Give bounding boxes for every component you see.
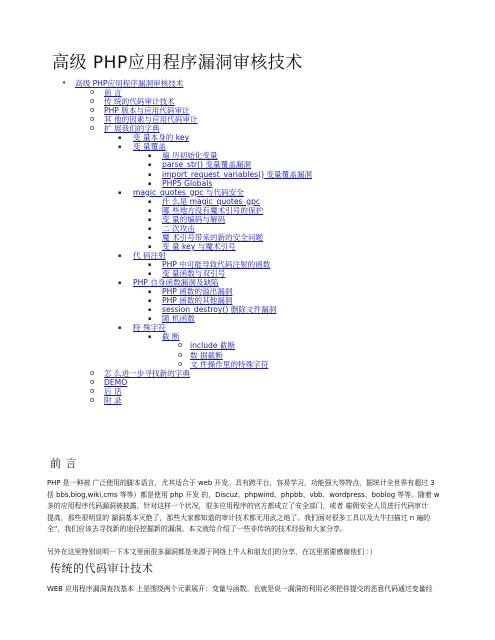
toc-link[interactable]: 传 统的代码审计技术 — [104, 97, 175, 107]
toc-bullet-icon: ▪ — [148, 153, 152, 160]
toc-bullet-icon: ▪ — [148, 307, 152, 314]
toc-bullet-icon: o — [90, 386, 95, 395]
toc-bullet-icon: o — [90, 88, 95, 97]
paragraph-line: WEB 应用程序漏洞查找基本 上是围绕两个元素展开：变量与函数。也就是说一漏洞的利用必须把你提交的恶意代码通过变量经 — [47, 585, 433, 593]
toc-bullet-icon: ▪ — [148, 207, 152, 214]
toc-link[interactable]: 遍 历初始化变量 — [162, 151, 218, 161]
toc-bullet-icon: o — [178, 350, 183, 359]
paragraph-line: 括 bbs,blog,wiki,cms 等等）都是使用 php 开发 的，Discuz、phpwind、phpbb、vbb、wordpress、boblog 等等。随着 w — [47, 490, 440, 499]
toc-bullet-icon: o — [90, 124, 95, 133]
traditional-audit-body — [47, 584, 495, 596]
toc-bullet-icon: ▪ — [148, 216, 152, 223]
toc-bullet-icon: o — [90, 115, 95, 124]
page-title: 高级 PHP应用程序漏洞审核技术 — [52, 53, 303, 73]
toc-link[interactable]: DEMO — [104, 377, 128, 387]
toc-bullet-icon: ▪ — [118, 135, 122, 142]
toc-bullet-icon: ▪ — [148, 234, 152, 241]
toc-link[interactable]: PHP 函数的其他漏洞 — [162, 296, 233, 306]
toc-bullet-icon: ▪ — [148, 162, 152, 169]
toc-link[interactable]: 特 殊字符 — [133, 323, 166, 333]
toc-bullet-icon: ▪ — [118, 325, 122, 332]
toc-bullet-icon: ▪ — [118, 280, 122, 287]
toc-link[interactable]: 变 量的编码与解码 — [162, 214, 226, 224]
toc-bullet-icon: ▪ — [148, 171, 152, 178]
toc-bullet-icon: o — [178, 359, 183, 368]
toc-bullet-icon: o — [90, 377, 95, 386]
toc-link[interactable]: 变 量函数与双引号 — [162, 269, 226, 279]
toc-bullet-icon: ▪ — [148, 198, 152, 205]
toc-link[interactable]: magic_quotes_gpc 与代码安全 — [133, 187, 244, 197]
toc-bullet-icon: ▪ — [148, 289, 152, 296]
toc-link[interactable]: PHP5 Globals — [162, 178, 213, 188]
section-heading-preface: 前 言 — [50, 457, 77, 470]
paragraph-line: 多的应用程序代码漏洞被披露，针对这样一个状况，很多应用程序的官方都成立了安全部门，或者 雇佣安全人员进行代码审计 — [47, 502, 429, 510]
toc-link[interactable]: 怎 么进一步寻找新的字典 — [104, 368, 190, 378]
toc-bullet-icon: ▪ — [148, 262, 152, 268]
toc-link[interactable]: PHP 版本与应用代码审计 — [104, 106, 190, 116]
toc-link[interactable]: 魔 术引号带来的新的安全问题 — [162, 232, 264, 242]
toc-link[interactable]: 变 量覆盖 — [133, 142, 166, 152]
toc-link[interactable]: 代 码注射 — [133, 250, 166, 260]
paragraph-line: 全”，我们应该去寻找新的途径挖掘新的漏洞。本文就给介绍了一些非传统的技术经验和大家分享。 — [47, 525, 347, 533]
toc-link[interactable]: parse_str() 变量覆盖漏洞 — [162, 160, 251, 170]
toc-bullet-icon: ▪ — [148, 180, 152, 187]
toc-link[interactable]: 其 他的因素与应用代码审计 — [104, 115, 198, 125]
toc-link[interactable]: 附 录 — [104, 395, 122, 405]
paragraph-line: 另外在这里特别说明一下本文里面很多漏洞都是来源于网络上牛人和朋友们的分享，在这里需要感谢他们 ：） — [47, 548, 377, 556]
paragraph-line: PHP 是一种被 广泛使用的脚本语言，尤其适合于 web 开发。具有跨平台，容易学习，功能强大等特点，据统计全世界有超过 3 — [47, 479, 435, 487]
toc-link[interactable]: 前 言 — [104, 88, 122, 98]
toc-link[interactable]: 变 量 key 与魔术引号 — [162, 241, 236, 251]
toc-bullet-icon: ▪ — [148, 298, 152, 305]
toc-link[interactable]: PHP 中可能导致代码注射的函数 — [162, 260, 271, 269]
toc-bullet-icon: • — [62, 79, 67, 87]
toc-link[interactable]: include 截断 — [190, 341, 236, 351]
toc-link[interactable]: import_request_variables() 变量覆盖漏洞 — [162, 169, 313, 179]
toc-bullet-icon: ▪ — [118, 144, 122, 151]
paragraph-line: 提高，那些很明显的 漏洞基本灭绝了，那些大家都知道的审计技术都无用武之地了。我们面对很多工具以及大牛扫描过 n 遍的 — [47, 513, 431, 522]
toc-link[interactable]: 文 件操作里的特殊字符 — [190, 359, 269, 369]
toc-link[interactable]: 变 量本身的 key — [133, 133, 190, 143]
toc-link[interactable]: 扩 展我们的字典 — [104, 124, 160, 134]
toc-link[interactable]: 后 话 — [104, 386, 122, 396]
toc-bullet-icon: o — [90, 395, 95, 404]
toc-link[interactable]: 数 据截断 — [190, 350, 223, 360]
section-heading-traditional-audit: 传统的代码审计技术 — [50, 562, 154, 575]
toc-link[interactable]: 二 次攻击 — [162, 223, 195, 233]
paragraph-line — [47, 536, 495, 548]
toc-bullet-icon: ▪ — [148, 271, 152, 278]
toc-bullet-icon: ▪ — [148, 316, 152, 323]
toc-bullet-icon: ▪ — [118, 252, 122, 259]
toc-link[interactable]: PHP 自身函数漏洞及缺陷 — [133, 278, 219, 288]
toc-bullet-icon: o — [90, 106, 95, 115]
toc-link[interactable]: 高级 PHP应用程序漏洞审核技术 — [75, 79, 184, 88]
toc-link[interactable]: 什 么是 magic_quotes_gpc — [162, 196, 261, 206]
toc-link[interactable]: 哪 些地方没有魔术引号的保护 — [162, 205, 264, 215]
toc-link[interactable]: session_destroy() 删除文件漏洞 — [162, 305, 277, 315]
toc-bullet-icon: ▪ — [148, 334, 152, 341]
toc-bullet-icon: o — [90, 368, 95, 377]
preface-body — [47, 478, 495, 559]
toc-link[interactable]: 随 机函数 — [162, 314, 195, 324]
toc-bullet-icon: ▪ — [148, 225, 152, 232]
toc-link[interactable]: PHP 函数的溢出漏洞 — [162, 287, 233, 297]
toc-bullet-icon: o — [178, 341, 183, 350]
toc-bullet-icon: ▪ — [118, 189, 122, 196]
toc-link[interactable]: 截 断 — [162, 332, 180, 342]
toc-bullet-icon: ▪ — [148, 243, 152, 250]
toc-bullet-icon: o — [90, 97, 95, 106]
